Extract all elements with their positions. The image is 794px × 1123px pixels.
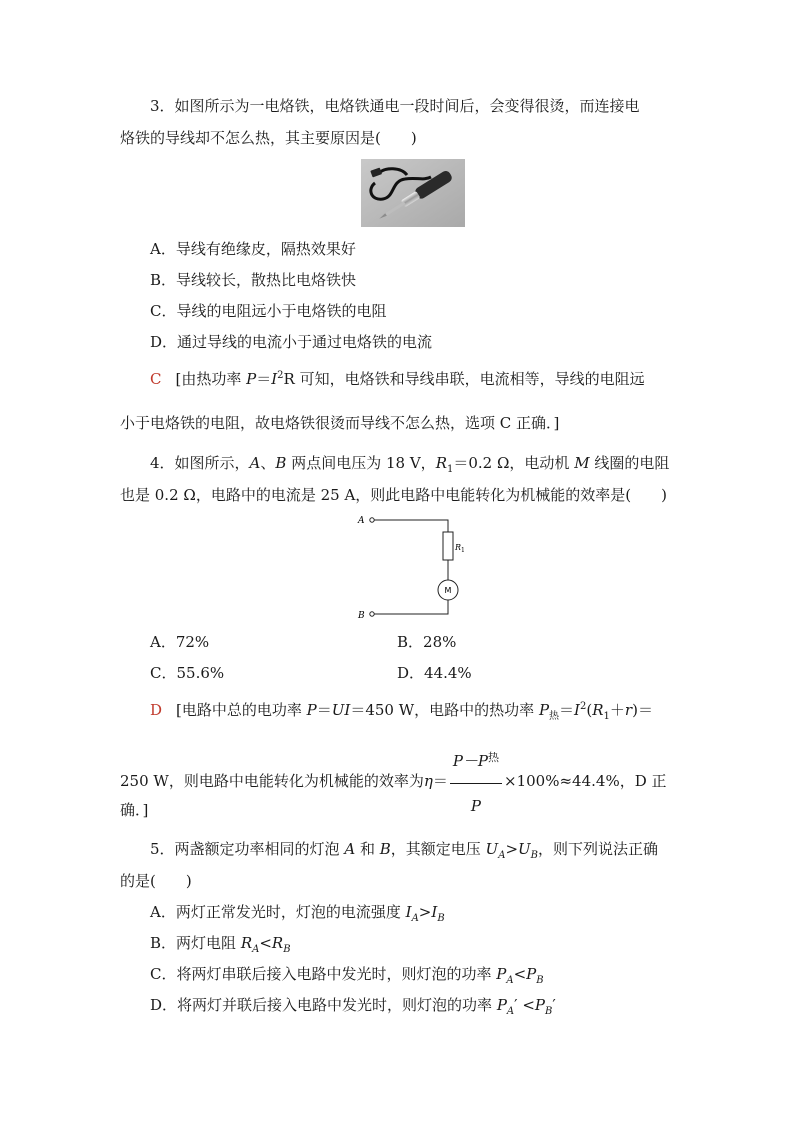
q3-option-b: B．导线较长，散热比电烙铁快 [150,271,357,289]
q4-option-c: C．55.6% [150,664,225,682]
efficiency-fraction: $\frac{P-P^热}{P}$ [450,738,502,826]
circuit-label-a: A [358,516,365,526]
q5-stem-line1: 5．两盏额定功率相同的灯泡 A 和 B，其额定电压 $U_A>U_B$，则下列说法正确 [150,840,659,861]
q3-answer-letter: C [150,370,162,388]
q5-option-a: A．两灯正常发光时，灯泡的电流强度 $I_A>I_B$ [150,903,445,924]
q4-explanation-line1: D [电路中总的电功率 P＝UI＝450 W，电路中的热功率 $P_热=I^2(R_1+r)=$ [150,701,653,722]
q5-option-d: D．将两灯并联后接入电路中发光时，则灯泡的功率 $P_A' <P_B'$ [150,996,556,1017]
q5-option-c: C．将两灯串联后接入电路中发光时，则灯泡的功率 $P_A<P_B$ [150,965,544,986]
soldering-iron-photo [361,159,465,227]
q4-option-d: D．44.4% [397,664,472,682]
q3-explanation-line2: 小于电烙铁的电阻，故电烙铁很烫而导线不怎么热，选项 C 正确．] [120,414,560,432]
q3-stem-line2: 烙铁的导线却不怎么热，其主要原因是( ) [120,129,417,147]
q3-stem-line1: 3．如图所示为一电烙铁，电烙铁通电一段时间后，会变得很烫，而连接电 [150,97,640,115]
q4-explanation-line2: 250 W，则电路中电能转化为机械能的效率为η＝ $\frac{P-P^热}{P}$ ×100%≈44.4%，D 正 [120,738,667,826]
q4-explanation-line3: 确．] [120,801,149,819]
q3-option-d: D．通过导线的电流小于通过电烙铁的电流 [150,333,433,351]
q5-stem-line2: 的是( ) [120,872,192,890]
q3-option-a: A．导线有绝缘皮，隔热效果好 [150,240,356,258]
motor-icon: M [444,586,452,595]
circuit-label-b: B [358,611,365,621]
q4-circuit-diagram [350,512,480,622]
q5-option-b: B．两灯电阻 $R_A<R_B$ [150,934,291,955]
q4-option-b: B．28% [397,633,457,651]
q4-stem-line2: 也是 0.2 Ω，电路中的电流是 25 A，则此电路中电能转化为机械能的效率是( ) [120,486,667,504]
q4-option-a: A．72% [150,633,210,651]
q4-answer-letter: D [150,701,163,719]
q3-explanation-line1: C [由热功率 $P=I^2R$ 可知，电烙铁和导线串联，电流相等，导线的电阻远 [150,370,645,388]
q4-stem-line1: 4．如图所示，A、B 两点间电压为 18 V，$R_1=0.2$ Ω，电动机 M 线圈的电阻 [150,454,670,475]
circuit-label-r1: $R_1$ [455,543,465,554]
q3-option-c: C．导线的电阻远小于电烙铁的电阻 [150,302,387,320]
